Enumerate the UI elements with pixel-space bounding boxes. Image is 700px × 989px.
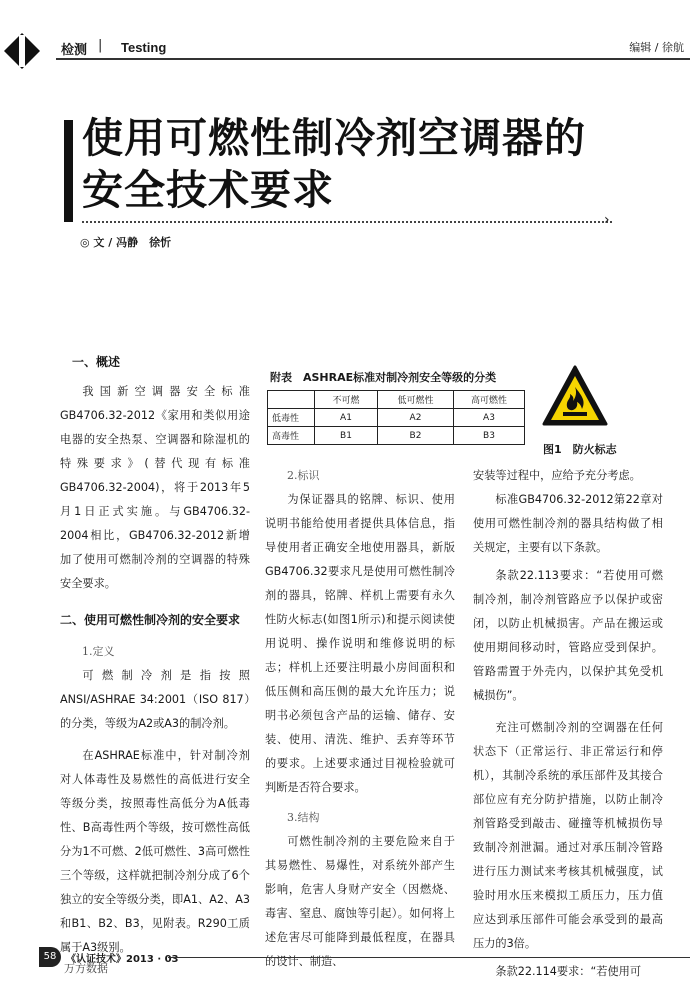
footer-rule: [168, 957, 690, 958]
article-title: [82, 112, 586, 216]
table-cell: A2: [378, 409, 454, 427]
table-row: [268, 427, 525, 445]
section-heading-requirements: 二、使用可燃性制冷剂的安全要求: [60, 613, 241, 627]
column-3: [473, 464, 663, 984]
column-2: [265, 464, 455, 974]
table-cell: A3: [454, 409, 525, 427]
subsection-heading-definition: 1.定义: [82, 645, 115, 658]
table-header-cell: 不可燃: [315, 391, 378, 409]
flammable-warning-icon: [542, 365, 608, 427]
table-header-cell: 高可燃性: [454, 391, 525, 409]
table-cell: B1: [315, 427, 378, 445]
paragraph-continuation: 安装等过程中，应给予充分考虑。: [473, 469, 641, 482]
paragraph: 条款22.113要求：“若使用可燃制冷剂，制冷剂管路应予以保护或密闭，以防止机械损害。产品在搬运或使用期间移动时，管路应受到保护。管路需置于外壳内，以保护其免受机械损伤”。: [473, 569, 663, 702]
paragraph: 充注可燃制冷剂的空调器在任何状态下（正常运行、非正常运行和停机），其制冷系统的承压部件及其接合部位应有充分防护措施，以防止制冷剂管路受到敲击、碰撞等机械损伤导致制冷剂泄漏。通过对承压制冷管路进行压力测试来考核其机械强度，试验时用水压来模拟工质压力，压力值应达到承压部件可能会承受到的最高压力的3倍。: [473, 721, 663, 950]
article-authors: ◎ 文 / 冯静 徐忻: [80, 236, 172, 249]
table-cell: B2: [378, 427, 454, 445]
header-rule: [56, 58, 690, 60]
paragraph: 标准GB4706.32-2012第22章对使用可燃性制冷剂的器具结构做了相关规定，主要有以下条款。: [473, 493, 663, 554]
safety-class-table: [267, 390, 525, 445]
journal-name: 《认证技术》2013 · 03: [66, 954, 179, 965]
subsection-heading-marking: 2.标识: [287, 469, 320, 482]
subsection-heading-structure: 3.结构: [287, 811, 320, 824]
paragraph: 我国新空调器安全标准GB4706.32-2012《家用和类似用途电器的安全热泵、空调器和除湿机的特殊要求》(替代现有标准GB4706.32-2004)，将于2013年5月1日正式实施。与GB4706.32-2004相比，GB4706.32-2012新增加了使用可燃制冷剂的空调器的特殊安全要求。: [60, 385, 250, 590]
table-caption: 附表 ASHRAE标准对制冷剂安全等级的分类: [270, 371, 497, 384]
header-section-label: 检测: [61, 43, 88, 58]
table-header-cell: 低可燃性: [378, 391, 454, 409]
paragraph: 可燃制冷剂是指按照ANSI/ASHRAE 34:2001（ISO 817）的分类，等级为A2或A3的制冷剂。: [60, 669, 250, 730]
paragraph: 可燃性制冷剂的主要危险来自于其易燃性、易爆性，对系统外部产生影响，危害人身财产安全（因燃烧、毒害、窒息、腐蚀等引起）。如何将上述危害尽可能降到最低程度，在器具的设计、制造、: [265, 835, 455, 968]
paragraph: 在ASHRAE标准中，针对制冷剂对人体毒性及易燃性的高低进行安全等级分类，按照毒性高低分为A低毒性、B高毒性两个等级，按可燃性高低分为1不可燃、2低可燃性、3高可燃性三个等级，这样就把制冷剂分成了6个独立的安全等级分类，即A1、A2、A3和B1、B2、B3，见附表。R290工质属于A3级别。: [60, 749, 250, 954]
table-cell: B3: [454, 427, 525, 445]
section-heading-overview: 一、概述: [72, 355, 121, 369]
figure-caption: 图1 防火标志: [543, 443, 617, 456]
dotted-arrow-icon: ›: [604, 212, 610, 228]
table-row: [268, 409, 525, 427]
page-number: 58: [39, 947, 61, 967]
table-cell: A1: [315, 409, 378, 427]
table-header-row: [268, 391, 525, 409]
article-title-line2: 安全技术要求: [82, 166, 334, 214]
table-cell: 低毒性: [268, 409, 315, 427]
header-section-english: Testing: [121, 40, 167, 55]
header-editor: 编辑 / 徐航: [629, 41, 684, 54]
section-diamond-icon: [2, 31, 42, 71]
article-title-line1: 使用可燃性制冷剂空调器的: [82, 114, 586, 162]
table-cell: 高毒性: [268, 427, 315, 445]
title-accent-bar: [64, 120, 73, 222]
paragraph: 条款22.114要求：“若使用可: [495, 965, 642, 978]
header-separator: |: [98, 38, 103, 53]
title-dotted-rule: [82, 221, 612, 223]
column-1: [60, 350, 250, 960]
watermark-text: 万方数据: [64, 962, 108, 975]
paragraph: 为保证器具的铭牌、标识、使用说明书能给使用者提供具体信息，指导使用者正确安全地使用器具，新版GB4706.32要求凡是使用可燃性制冷剂的器具，铭牌、样机上需要有永久性防火标志(如图1所示)和提示阅读使用说明、操作说明和维修说明的标志；样机上还要注明最小房间面积和低压侧和高压侧的最大允许压力；说明书必须包含产品的运输、储存、安装、使用、清洗、维护、丢弃等环节的要求。上述要求通过目视检验就可判断是否符合要求。: [265, 493, 455, 794]
table-header-cell: [268, 391, 315, 409]
